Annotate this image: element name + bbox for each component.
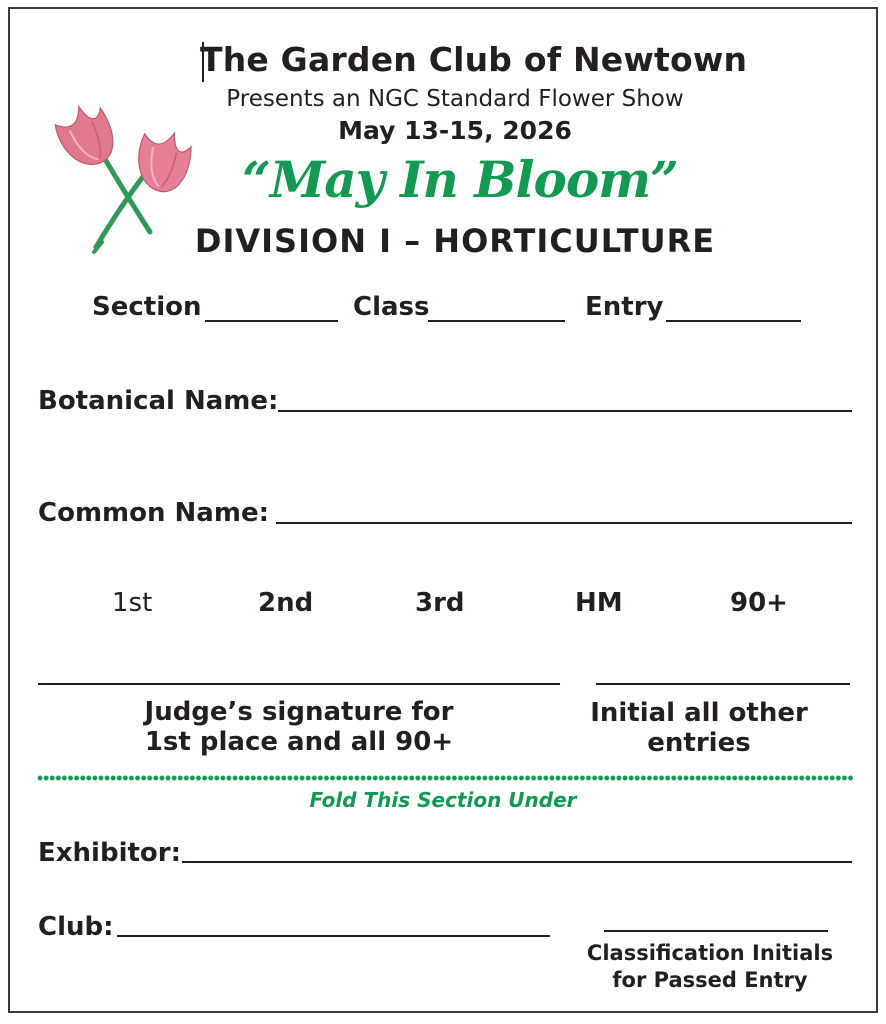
initial-caption-line-2: entries: [647, 728, 751, 758]
initial-caption: [574, 698, 824, 758]
award-hm[interactable]: HM: [575, 588, 623, 618]
section-field[interactable]: [205, 320, 338, 322]
entry-label: Entry: [585, 292, 664, 322]
club-field[interactable]: [117, 935, 550, 937]
classification-caption-line-2: for Passed Entry: [612, 968, 808, 992]
award-third[interactable]: 3rd: [415, 588, 465, 618]
division-heading: DIVISION I – HORTICULTURE: [194, 222, 716, 260]
tulip-illustration: [44, 92, 204, 257]
award-ninety-plus[interactable]: 90+: [730, 588, 788, 618]
exhibitor-label: Exhibitor:: [38, 838, 181, 868]
judge-signature-caption: [38, 697, 560, 757]
class-label: Class: [353, 292, 430, 322]
classification-caption: [580, 940, 840, 994]
botanical-name-field[interactable]: [278, 410, 852, 412]
judge-caption-line-1: Judge’s signature for: [144, 697, 454, 727]
exhibitor-field[interactable]: [182, 861, 852, 863]
class-field[interactable]: [428, 320, 565, 322]
judge-signature-field[interactable]: [38, 683, 560, 685]
common-name-label: Common Name:: [38, 498, 269, 528]
show-subtitle: Presents an NGC Standard Flower Show: [226, 86, 684, 112]
initial-caption-line-1: Initial all other: [590, 698, 808, 728]
initial-field[interactable]: [596, 683, 850, 685]
classification-initials-field[interactable]: [604, 930, 828, 932]
award-second[interactable]: 2nd: [258, 588, 314, 618]
judge-caption-line-2: 1st place and all 90+: [144, 727, 454, 757]
common-name-field[interactable]: [276, 522, 852, 524]
fold-instruction: Fold This Section Under: [309, 788, 577, 812]
classification-caption-line-1: Classification Initials: [586, 941, 834, 965]
award-first[interactable]: 1st: [112, 588, 153, 618]
section-label: Section: [92, 292, 202, 322]
fold-dotted-line: [37, 775, 853, 781]
show-theme: “May In Bloom”: [242, 150, 678, 209]
club-label: Club:: [38, 912, 114, 942]
entry-field[interactable]: [666, 320, 801, 322]
club-title: The Garden Club of Newtown: [200, 40, 748, 79]
show-dates: May 13-15, 2026: [338, 116, 572, 145]
botanical-name-label: Botanical Name:: [38, 386, 279, 416]
